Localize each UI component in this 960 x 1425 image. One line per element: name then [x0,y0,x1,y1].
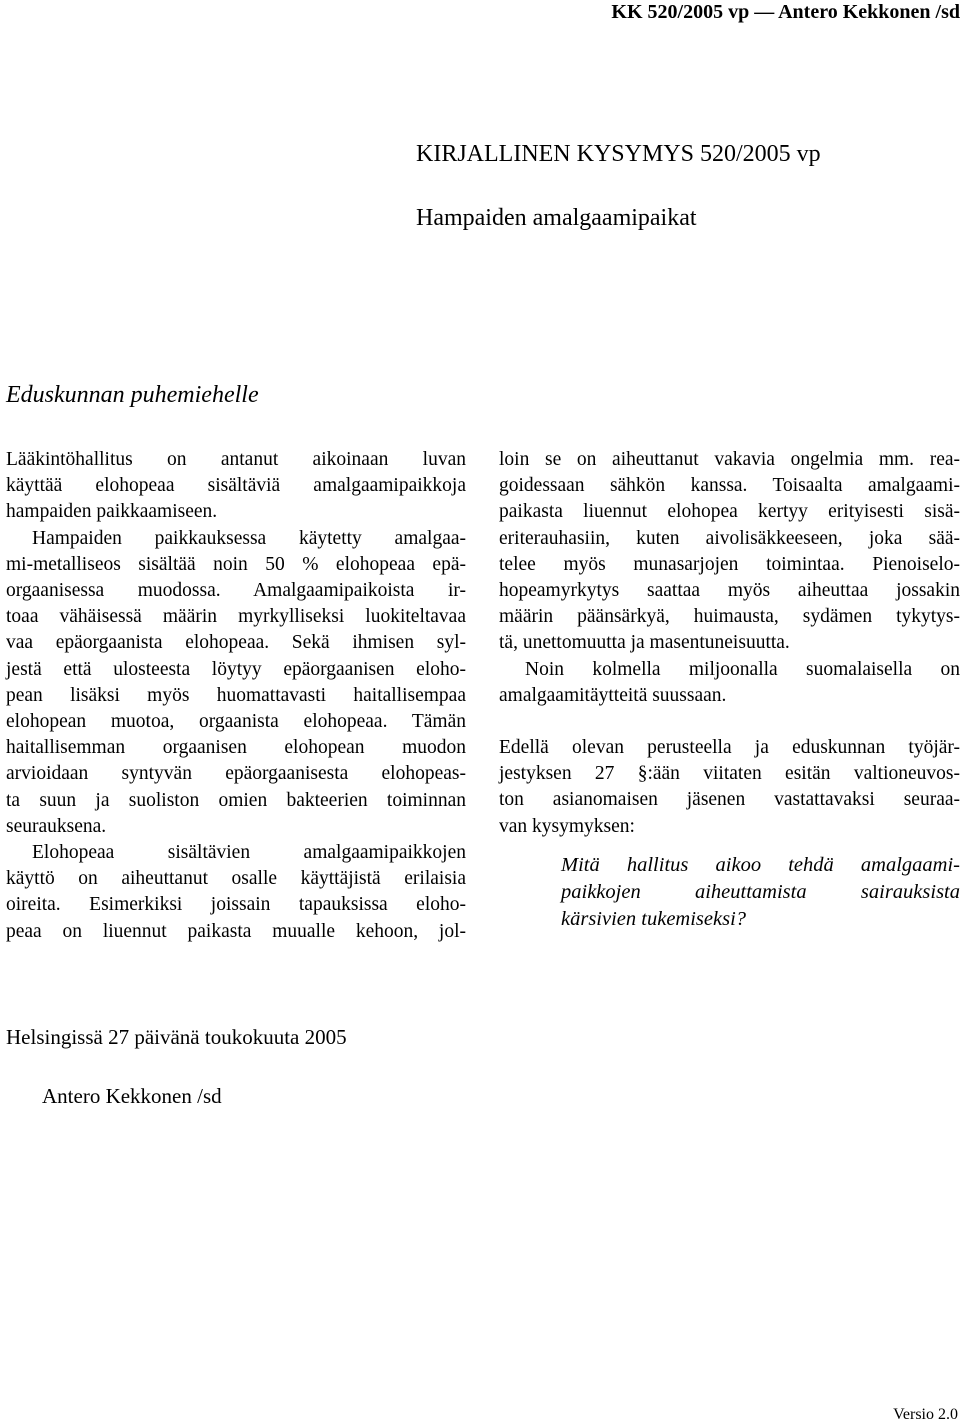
body-line: amalgaamitäytteitä suussaan. [499,684,727,706]
version-label: Versio 2.0 [893,1406,958,1423]
paragraph-gap [499,709,960,735]
body-line: arvioidaan syntyvän epäorgaanisesta elohopeas- [6,763,466,785]
body-line: Edellä olevan perusteella ja eduskunnan työjär- [499,737,960,759]
right-text-column [499,447,960,933]
body-line: hampaiden paikkaamiseen. [6,501,218,523]
body-line: peaa on liuennut paikasta muualle kehoon, jol- [6,920,466,942]
place-and-date: Helsingissä 27 päivänä toukokuuta 2005 [6,1025,347,1049]
body-line: orgaanisessa muodossa. Amalgaamipaikoista ir- [6,580,466,602]
body-line: hopeamyrkytys saattaa myös aiheuttaa jossakin [499,580,960,602]
body-line: Hampaiden paikkauksessa käytetty amalgaa- [32,527,466,549]
body-line: paikasta liuennut elohopea kertyy erityisesti sisä- [499,501,960,523]
body-line: loin se on aiheuttanut vakavia ongelmia mm. rea- [499,449,960,470]
document-subtitle: Hampaiden amalgaamipaikat [416,205,697,231]
question-line: Mitä hallitus aikoo tehdä amalgaami- [561,853,960,876]
body-line: mi-metalliseos sisältää noin 50 % elohopeaa epä- [6,553,466,575]
body-line: vaa epäorgaanista elohopeaa. Sekä ihmisen syl- [6,632,466,654]
body-line: käyttö on aiheuttanut osalle käyttäjistä erilaisia [6,868,466,890]
signature-name: Antero Kekkonen /sd [42,1084,222,1108]
body-line: jestä että ulosteesta löytyy epäorgaanisen eloho- [6,658,466,680]
left-text-column [6,447,466,945]
body-line: elohopean muotoa, orgaanista elohopeaa. Tämän [6,711,466,733]
running-header: KK 520/2005 vp — Antero Kekkonen /sd [611,1,960,23]
body-line: toaa vähäisessä määrin myrkylliseksi luokiteltavaa [6,606,466,628]
body-line: seurauksena. [6,815,107,837]
body-line: Lääkintöhallitus on antanut aikoinaan luvan [6,449,466,470]
body-line: telee myös munasarjojen toimintaa. Pienoiselo- [499,553,960,575]
body-line: haitallisemman orgaanisen elohopean muodon [6,737,466,759]
body-line: oireita. Esimerkiksi joissain tapauksissa eloho- [6,894,466,916]
addressee-heading: Eduskunnan puhemiehelle [6,382,259,408]
body-line: tä, unettomuutta ja masentuneisuutta. [499,632,790,654]
body-line: van kysymyksen: [499,815,635,837]
body-line: eriterauhasiin, kuten aivolisäkkeeseen, joka sää- [499,527,960,549]
body-line: goidessaan sähkön kanssa. Toisaalta amalgaami- [499,475,960,497]
body-line: ton asianomaisen jäsenen vastattavaksi seuraa- [499,789,960,811]
question-line: kärsivien tukemiseksi? [561,907,747,930]
body-line: määrin päänsärkyä, huimausta, sydämen tykytys- [499,606,960,628]
question-line: paikkojen aiheuttamista sairauksista [561,880,960,903]
body-line: Noin kolmella miljoonalla suomalaisella on [525,658,960,680]
body-line: Elohopeaa sisältävien amalgaamipaikkojen [32,842,466,864]
document-title: KIRJALLINEN KYSYMYS 520/2005 vp [416,141,821,167]
question-block [561,852,960,933]
body-line: pean lisäksi myös huomattavasti haitallisempaa [6,684,466,706]
body-line: ta suun ja suoliston omien bakteerien toiminnan [6,789,466,811]
body-line: jestyksen 27 §:ään viitaten esitän valtioneuvos- [499,763,960,785]
body-line: käyttää elohopeaa sisältäviä amalgaamipaikkoja [6,475,466,497]
